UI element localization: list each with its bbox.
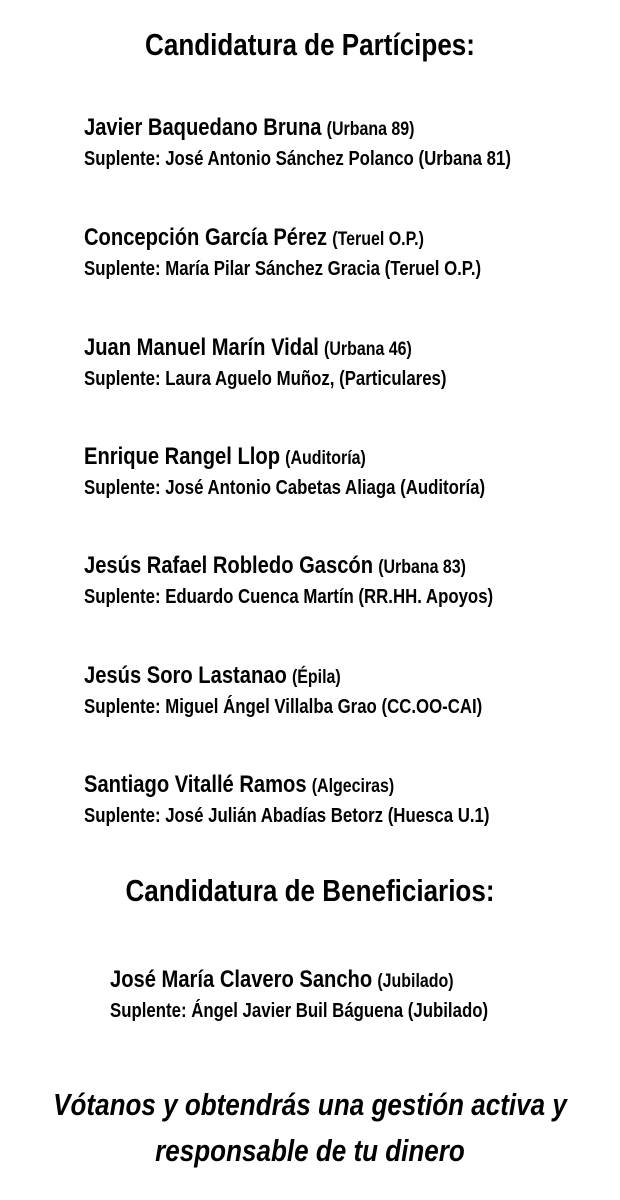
candidate-name: Juan Manuel Marín Vidal xyxy=(84,334,319,361)
substitute-line: Suplente: Laura Aguelo Muñoz, (Particulares) xyxy=(84,368,447,390)
substitute-line: Suplente: Miguel Ángel Villalba Grao (CC.OO-CAI) xyxy=(84,696,483,718)
participes-heading: Candidatura de Partícipes: xyxy=(145,27,475,62)
candidate-group: (Épila) xyxy=(291,667,341,688)
candidate-name: Jesús Rafael Robledo Gascón xyxy=(84,552,374,579)
candidate-entry xyxy=(84,660,482,722)
candidate-name: Concepción García Pérez xyxy=(84,224,328,251)
candidate-group: (Urbana 89) xyxy=(326,119,415,140)
candidate-name: Javier Baquedano Bruna xyxy=(84,114,322,141)
candidate-name: Jesús Soro Lastanao xyxy=(84,662,287,689)
substitute-line: Suplente: Eduardo Cuenca Martín (RR.HH. Apoyos) xyxy=(84,586,494,608)
substitute-line: Suplente: María Pilar Sánchez Gracia (Teruel O.P.) xyxy=(84,258,482,280)
substitute-line: Suplente: José Julián Abadías Betorz (Huesca U.1) xyxy=(84,805,490,827)
candidate-entry xyxy=(84,112,511,174)
slogan-line-1: Vótanos y obtendrás una gestión activa y xyxy=(53,1087,567,1122)
substitute-line: Suplente: José Antonio Cabetas Aliaga (Auditoría) xyxy=(84,477,486,499)
candidate-group: (Teruel O.P.) xyxy=(332,229,424,250)
candidate-entry xyxy=(110,964,488,1026)
slogan xyxy=(50,1082,571,1174)
candidate-group: (Algeciras) xyxy=(311,776,395,797)
substitute-line: Suplente: Ángel Javier Buil Báguena (Jubilado) xyxy=(110,1000,489,1022)
candidate-name: Santiago Vitallé Ramos xyxy=(84,771,307,798)
candidate-name: Enrique Rangel Llop xyxy=(84,443,281,470)
candidate-entry xyxy=(84,222,481,284)
beneficiarios-heading: Candidatura de Beneficiarios: xyxy=(125,873,495,908)
candidate-group: (Jubilado) xyxy=(377,971,454,992)
candidate-name: José María Clavero Sancho xyxy=(110,966,373,993)
substitute-line: Suplente: José Antonio Sánchez Polanco (Urbana 81) xyxy=(84,148,511,170)
slogan-line-2: responsable de tu dinero xyxy=(155,1133,465,1168)
candidate-entry xyxy=(84,441,485,503)
candidate-group: (Urbana 83) xyxy=(378,557,467,578)
candidate-group: (Urbana 46) xyxy=(324,339,412,360)
candidate-entry xyxy=(84,769,489,831)
candidate-entry xyxy=(84,332,446,394)
candidate-group: (Auditoría) xyxy=(285,448,366,469)
candidate-entry xyxy=(84,550,493,612)
